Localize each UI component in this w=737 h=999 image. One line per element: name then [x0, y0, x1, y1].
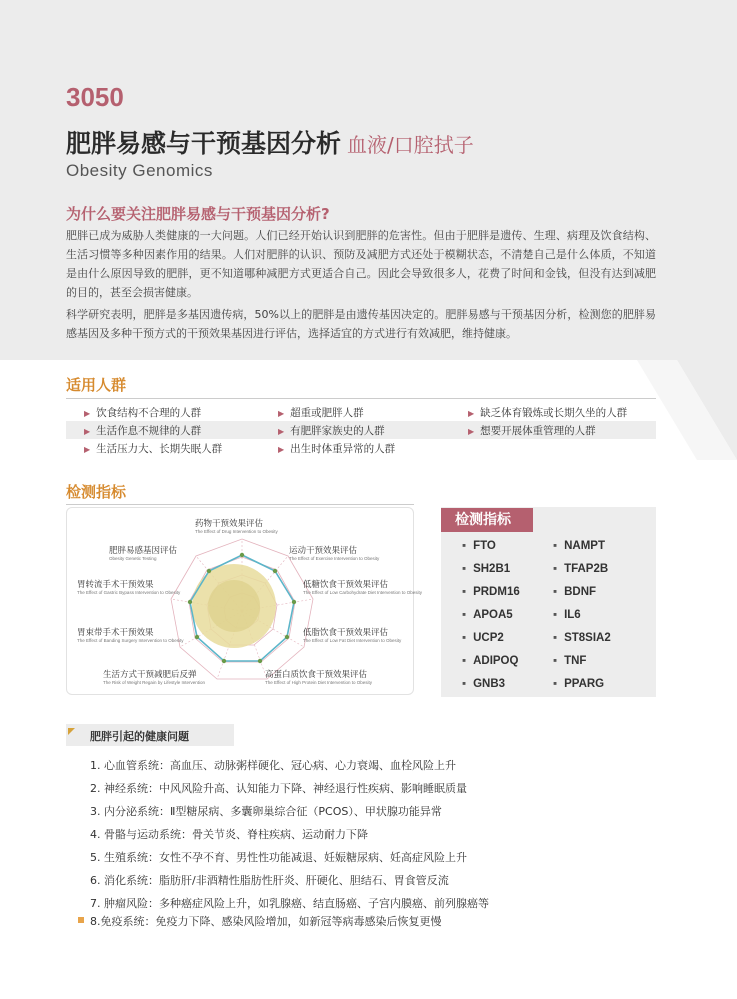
radar-label-genetic: 肥胖易感基因评估 Obesity Genetic Testing — [109, 546, 178, 561]
corner-mark-icon — [68, 728, 75, 735]
gene-item: ▪ FTO — [462, 540, 496, 552]
health-item: 4. 骨骼与运动系统：骨关节炎、脊柱疾病、运动耐力下降 — [90, 828, 368, 841]
title-sample-type: 血液/口腔拭子 — [347, 133, 474, 157]
radar-label-lifestyle-regain: 生活方式干预减肥后反弹 The Risk of Weight Regain by Lifestyle Intervention — [103, 670, 205, 685]
people-row — [66, 403, 656, 421]
people-item: ▶ 饮食结构不合理的人群 — [84, 407, 202, 419]
gene-item: ▪ TNF — [553, 655, 587, 667]
gene-item: ▪ TFAP2B — [553, 563, 609, 575]
gene-item: ▪ PRDM16 — [462, 586, 520, 598]
title-main: 肥胖易感与干预基因分析 — [66, 129, 342, 158]
radar-label-high-protein: 高蛋白质饮食干预效果评估 The Effect of High Protein Diet Intervention to Obesity — [265, 670, 372, 685]
gene-item: ▪ ADIPOQ — [462, 655, 519, 667]
why-paragraph-2: 科学研究表明，肥胖是多基因遗传病，50%以上的肥胖是由遗传基因决定的。肥胖易感与干预基因分析，检测您的肥胖易感基因及多种干预方式的干预效果基因进行评估，选择适宜的方式进行有效减肥，维持健康。 — [66, 308, 656, 340]
radar-label-drug: 药物干预效果评估 The Effect of Drug Intervention to Obesity — [195, 519, 278, 534]
people-row — [66, 421, 656, 439]
people-item: ▶ 出生时体重异常的人群 — [278, 443, 396, 455]
people-item: ▶ 生活作息不规律的人群 — [84, 425, 202, 437]
radar-label-banding: 胃束带手术干预效果 The Effect of Banding Surgery Intervention to Obesity — [77, 628, 184, 643]
triangle-bullet-icon: ▶ — [84, 409, 91, 418]
why-heading: 为什么要关注肥胖易感与干预基因分析? — [66, 205, 330, 223]
people-item: ▶ 有肥胖家族史的人群 — [278, 425, 385, 437]
radar-label-low-carb: 低糖饮食干预效果评估 The Effect of Low Carbohydrate Diet Intervention to Obesity — [303, 580, 422, 595]
triangle-bullet-icon: ▶ — [84, 427, 91, 436]
triangle-bullet-icon: ▶ — [468, 427, 475, 436]
radar-label-gastric-bypass: 胃转流手术干预效果 The Effect of Gastric Bypass Intervention to Obesity — [77, 580, 181, 595]
divider — [66, 504, 414, 505]
triangle-bullet-icon: ▶ — [468, 409, 475, 418]
index-heading: 检测指标 — [66, 483, 127, 501]
people-item: ▶ 缺乏体育锻炼或长期久坐的人群 — [468, 407, 628, 419]
people-item: ▶ 想要开展体重管理的人群 — [468, 425, 596, 437]
gene-item: ▪ BDNF — [553, 586, 597, 598]
health-item: 1. 心血管系统：高血压、动脉粥样硬化、冠心病、心力衰竭、血栓风险上升 — [90, 759, 456, 772]
health-item: 2. 神经系统：中风风险升高、认知能力下降、神经退行性疾病、影响睡眠质量 — [90, 782, 467, 795]
radar-chart-panel — [66, 507, 422, 695]
square-bullet-icon — [78, 917, 84, 923]
health-item: 3. 内分泌系统：Ⅱ型糖尿病、多囊卵巢综合征（PCOS）、甲状腺功能异常 — [90, 805, 442, 818]
gene-item: ▪ PPARG — [553, 678, 605, 690]
radar-label-low-fat: 低脂饮食干预效果评估 The Effect of Low Fat Diet Intervention to Obesity — [303, 628, 402, 643]
triangle-bullet-icon: ▶ — [278, 409, 285, 418]
gene-item: ▪ SH2B1 — [462, 563, 511, 575]
gene-item: ▪ NAMPT — [553, 540, 605, 552]
triangle-bullet-icon: ▶ — [84, 445, 91, 454]
health-item: 7. 肿瘤风险：多种癌症风险上升，如乳腺癌、结直肠癌、子宫内膜癌、前列腺癌等 — [90, 897, 489, 910]
triangle-bullet-icon: ▶ — [278, 427, 285, 436]
health-item: 8.免疫系统：免疫力下降、感染风险增加，如新冠等病毒感染后恢复更慢 — [90, 915, 442, 928]
divider — [66, 398, 656, 399]
product-code: 3050 — [66, 82, 124, 112]
health-heading: 肥胖引起的健康问题 — [90, 730, 189, 743]
radar-label-exercise: 运动干预效果评估 The Effect of Exercise Intervention to Obesity — [289, 546, 380, 561]
people-heading: 适用人群 — [66, 376, 127, 394]
gene-item: ▪ UCP2 — [462, 632, 504, 644]
gene-item: ▪ ST8SIA2 — [553, 632, 611, 644]
triangle-bullet-icon: ▶ — [278, 445, 285, 454]
health-item: 5. 生殖系统：女性不孕不育、男性性功能减退、妊娠糖尿病、妊高症风险上升 — [90, 851, 467, 864]
people-item: ▶ 超重或肥胖人群 — [278, 407, 364, 419]
gene-item: ▪ APOA5 — [462, 609, 513, 621]
gene-item: ▪ GNB3 — [462, 678, 506, 690]
why-paragraph-1: 肥胖已成为威胁人类健康的一大问题。人们已经开始认识到肥胖的危害性。但由于肥胖是遗传、生理、病理及饮食结构、生活习惯等多种因素作用的结果。人们对肥胖的认识、预防及减肥方式还处于模糊状态，不清楚自己是什么体质，不知道是由什么原因导致的肥胖，更不知道哪种减肥方式更适合自己。因此会导致很多人，花费了时间和金钱，但没有达到减肥的目的，甚至会损害健康。 — [66, 229, 656, 299]
subtitle-english: Obesity Genomics — [66, 161, 213, 180]
people-item: ▶ 生活压力大、长期失眠人群 — [84, 443, 223, 455]
health-item: 6. 消化系统：脂肪肝/非酒精性脂肪性肝炎、肝硬化、胆结石、胃食管反流 — [90, 874, 449, 887]
people-row — [66, 439, 656, 457]
gene-list-tag: 检测指标 — [441, 508, 533, 532]
gene-item: ▪ IL6 — [553, 609, 581, 621]
page-title — [66, 124, 474, 160]
gene-list-panel — [441, 507, 656, 697]
